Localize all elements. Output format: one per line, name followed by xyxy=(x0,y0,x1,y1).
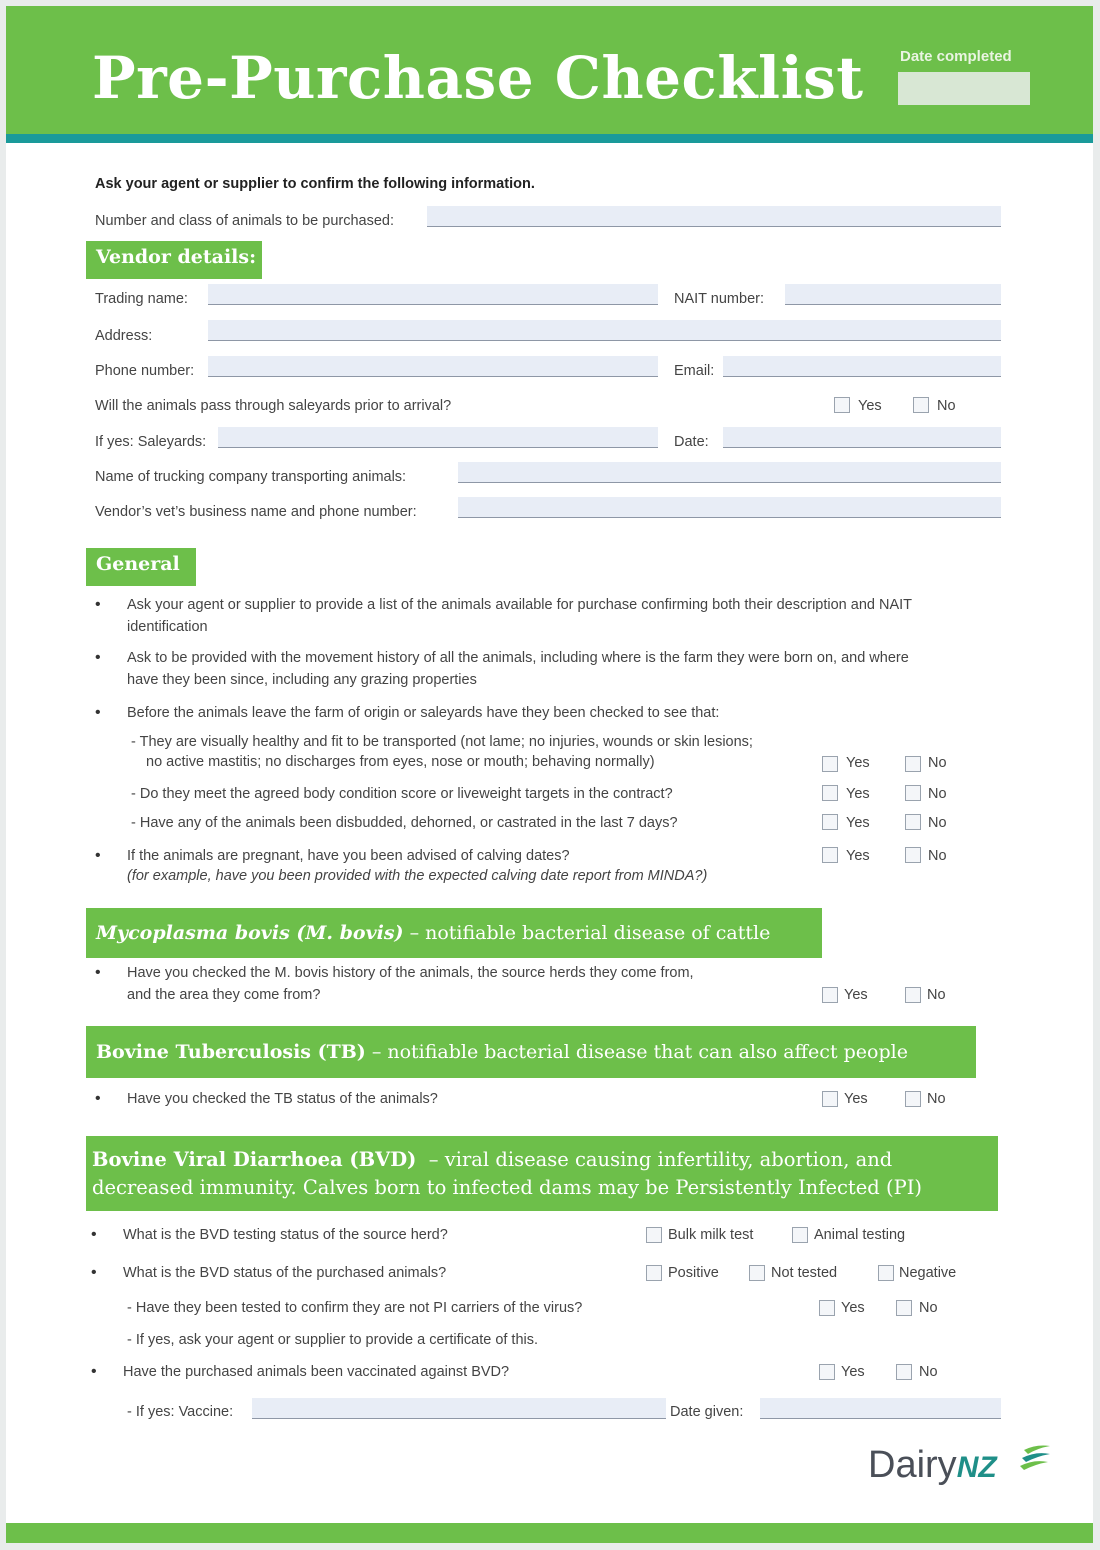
general-bullet-2-line-1: Ask to be provided with the movement history of all the animals, including where is the farm they were born on, and where xyxy=(127,650,909,666)
general-sub-1-line-2: no active mastitis; no discharges from eyes, nose or mouth; behaving normally) xyxy=(146,754,655,770)
vaccinated-no-checkbox[interactable] xyxy=(896,1364,912,1380)
date-given-label: Date given: xyxy=(670,1404,744,1420)
footer-band xyxy=(6,1523,1093,1543)
bvd-question-1: What is the BVD testing status of the source herd? xyxy=(123,1227,448,1243)
general-sub-2: - Do they meet the agreed body condition score or liveweight targets in the contract? xyxy=(131,786,673,802)
date-completed-field[interactable] xyxy=(898,72,1030,105)
animal-testing-label: Animal testing xyxy=(814,1227,906,1243)
yes-label: Yes xyxy=(844,987,868,1003)
pi-tested-yes-checkbox[interactable] xyxy=(819,1300,835,1316)
vaccinated-yes-checkbox[interactable] xyxy=(819,1364,835,1380)
bullet: • xyxy=(95,704,101,721)
mbovis-question-line-1: Have you checked the M. bovis history of the animals, the source herds they come from, xyxy=(127,965,694,981)
logo-dairy-text: Dairy xyxy=(868,1444,957,1486)
bulk-milk-test-label: Bulk milk test xyxy=(668,1227,754,1243)
phone-field[interactable] xyxy=(208,356,658,377)
phone-label: Phone number: xyxy=(95,363,195,379)
no-label: No xyxy=(928,755,947,771)
checklist-page xyxy=(6,6,1093,1543)
bvd-sub-2: - If yes, ask your agent or supplier to provide a certificate of this. xyxy=(127,1332,539,1348)
saleyards-question: Will the animals pass through saleyards prior to arrival? xyxy=(95,398,452,414)
date-given-field[interactable] xyxy=(760,1398,1001,1419)
trucking-label: Name of trucking company transporting animals: xyxy=(95,469,407,485)
tb-heading-rest: – notifiable bacterial disease that can also affect people xyxy=(365,1041,908,1063)
general-bullet-4-line-2: (for example, have you been provided with the expected calving date report from MINDA?) xyxy=(127,868,708,884)
mbovis-heading-rest: – notifiable bacterial disease of cattle xyxy=(403,922,771,944)
dairynz-swoosh-icon xyxy=(1020,1442,1052,1472)
no-label: No xyxy=(928,815,947,831)
saleyards-no-checkbox[interactable] xyxy=(913,397,929,413)
bullet: • xyxy=(95,1090,101,1107)
bullet: • xyxy=(91,1363,97,1380)
vaccine-field[interactable] xyxy=(252,1398,666,1419)
email-label: Email: xyxy=(674,363,715,379)
yes-label: Yes xyxy=(841,1364,865,1380)
nait-number-label: NAIT number: xyxy=(674,291,764,307)
general-sub-3: - Have any of the animals been disbudded, dehorned, or castrated in the last 7 days? xyxy=(131,815,678,831)
bullet: • xyxy=(95,596,101,613)
bvd-question-2: What is the BVD status of the purchased animals? xyxy=(123,1265,447,1281)
tb-yes-checkbox[interactable] xyxy=(822,1091,838,1107)
address-label: Address: xyxy=(95,328,153,344)
no-label: No xyxy=(927,1091,946,1107)
saleyards-yes-checkbox[interactable] xyxy=(834,397,850,413)
negative-label: Negative xyxy=(899,1265,957,1281)
disbudded-no-checkbox[interactable] xyxy=(905,814,921,830)
dairynz-logo xyxy=(868,1444,997,1487)
tb-no-checkbox[interactable] xyxy=(905,1091,921,1107)
disbudded-yes-checkbox[interactable] xyxy=(822,814,838,830)
general-sub-1-line-1: - They are visually healthy and fit to be transported (not lame; no injuries, wounds or skin lesions; xyxy=(131,734,753,750)
saleyards-date-field[interactable] xyxy=(723,427,1001,448)
animals-field[interactable] xyxy=(427,206,1001,227)
yes-label: Yes xyxy=(846,848,870,864)
nait-number-field[interactable] xyxy=(785,284,1001,305)
page-title: Pre-Purchase Checklist xyxy=(92,44,864,112)
bullet: • xyxy=(95,649,101,666)
bullet: • xyxy=(91,1226,97,1243)
yes-label: Yes xyxy=(846,755,870,771)
positive-checkbox[interactable] xyxy=(646,1265,662,1281)
general-bullet-1-line-1: Ask your agent or supplier to provide a list of the animals available for purchase confirming both their description and NAIT xyxy=(127,597,913,613)
general-bullet-4-line-1: If the animals are pregnant, have you been advised of calving dates? xyxy=(127,848,570,864)
bulk-milk-test-checkbox[interactable] xyxy=(646,1227,662,1243)
mbovis-heading xyxy=(86,908,822,958)
header-stripe xyxy=(6,134,1093,143)
saleyards-date-label: Date: xyxy=(674,434,709,450)
intro-instruction: Ask your agent or supplier to confirm the following information. xyxy=(95,176,535,192)
animal-testing-checkbox[interactable] xyxy=(792,1227,808,1243)
no-label: No xyxy=(928,786,947,802)
yes-label: Yes xyxy=(858,398,882,414)
bullet: • xyxy=(95,847,101,864)
not-tested-checkbox[interactable] xyxy=(749,1265,765,1281)
saleyards-label: If yes: Saleyards: xyxy=(95,434,207,450)
tb-heading xyxy=(86,1026,976,1078)
healthy-no-checkbox[interactable] xyxy=(905,756,921,772)
general-heading: General xyxy=(86,548,196,586)
tb-question: Have you checked the TB status of the animals? xyxy=(127,1091,438,1107)
saleyards-field[interactable] xyxy=(218,427,658,448)
no-label: No xyxy=(928,848,947,864)
mbovis-yes-checkbox[interactable] xyxy=(822,987,838,1003)
yes-label: Yes xyxy=(844,1091,868,1107)
general-bullet-3: Before the animals leave the farm of origin or saleyards have they been checked to see that: xyxy=(127,705,720,721)
vet-label: Vendor’s vet’s business name and phone number: xyxy=(95,504,417,520)
yes-label: Yes xyxy=(846,786,870,802)
positive-label: Positive xyxy=(668,1265,719,1281)
vendor-details-heading: Vendor details: xyxy=(86,241,262,279)
no-label: No xyxy=(937,398,956,414)
trucking-field[interactable] xyxy=(458,462,1001,483)
email-field[interactable] xyxy=(723,356,1001,377)
general-bullet-2-line-2: have they been since, including any grazing properties xyxy=(127,672,477,688)
healthy-yes-checkbox[interactable] xyxy=(822,756,838,772)
condition-no-checkbox[interactable] xyxy=(905,785,921,801)
bvd-heading-title: Bovine Viral Diarrhoea (BVD) xyxy=(92,1148,417,1171)
logo-nz-text: NZ xyxy=(956,1451,997,1484)
bvd-question-3: Have the purchased animals been vaccinated against BVD? xyxy=(123,1364,510,1380)
no-label: No xyxy=(919,1300,938,1316)
mbovis-heading-title: Mycoplasma bovis (M. bovis) xyxy=(96,922,404,944)
bullet: • xyxy=(91,1264,97,1281)
mbovis-no-checkbox[interactable] xyxy=(905,987,921,1003)
condition-yes-checkbox[interactable] xyxy=(822,785,838,801)
yes-label: Yes xyxy=(846,815,870,831)
no-label: No xyxy=(927,987,946,1003)
vaccine-label: - If yes: Vaccine: xyxy=(127,1404,234,1420)
address-field[interactable] xyxy=(208,320,1001,341)
bullet: • xyxy=(95,964,101,981)
vet-field[interactable] xyxy=(458,497,1001,518)
bvd-heading-line-2: decreased immunity. Calves born to infected dams may be Persistently Infected (PI) xyxy=(92,1176,923,1199)
trading-name-field[interactable] xyxy=(208,284,658,305)
bvd-heading xyxy=(86,1136,998,1211)
no-label: No xyxy=(919,1364,938,1380)
not-tested-label: Not tested xyxy=(771,1265,838,1281)
bvd-sub-1: - Have they been tested to confirm they are not PI carriers of the virus? xyxy=(127,1300,583,1316)
trading-name-label: Trading name: xyxy=(95,291,188,307)
pregnant-yes-checkbox[interactable] xyxy=(822,847,838,863)
bvd-heading-rest: – viral disease causing infertility, abortion, and xyxy=(416,1148,893,1171)
date-completed-label: Date completed xyxy=(900,48,1012,65)
negative-checkbox[interactable] xyxy=(878,1265,894,1281)
pi-tested-no-checkbox[interactable] xyxy=(896,1300,912,1316)
animals-label: Number and class of animals to be purchased: xyxy=(95,213,395,229)
pregnant-no-checkbox[interactable] xyxy=(905,847,921,863)
general-bullet-1-line-2: identification xyxy=(127,619,208,635)
yes-label: Yes xyxy=(841,1300,865,1316)
mbovis-question-line-2: and the area they come from? xyxy=(127,987,321,1003)
tb-heading-title: Bovine Tuberculosis (TB) xyxy=(96,1041,366,1063)
